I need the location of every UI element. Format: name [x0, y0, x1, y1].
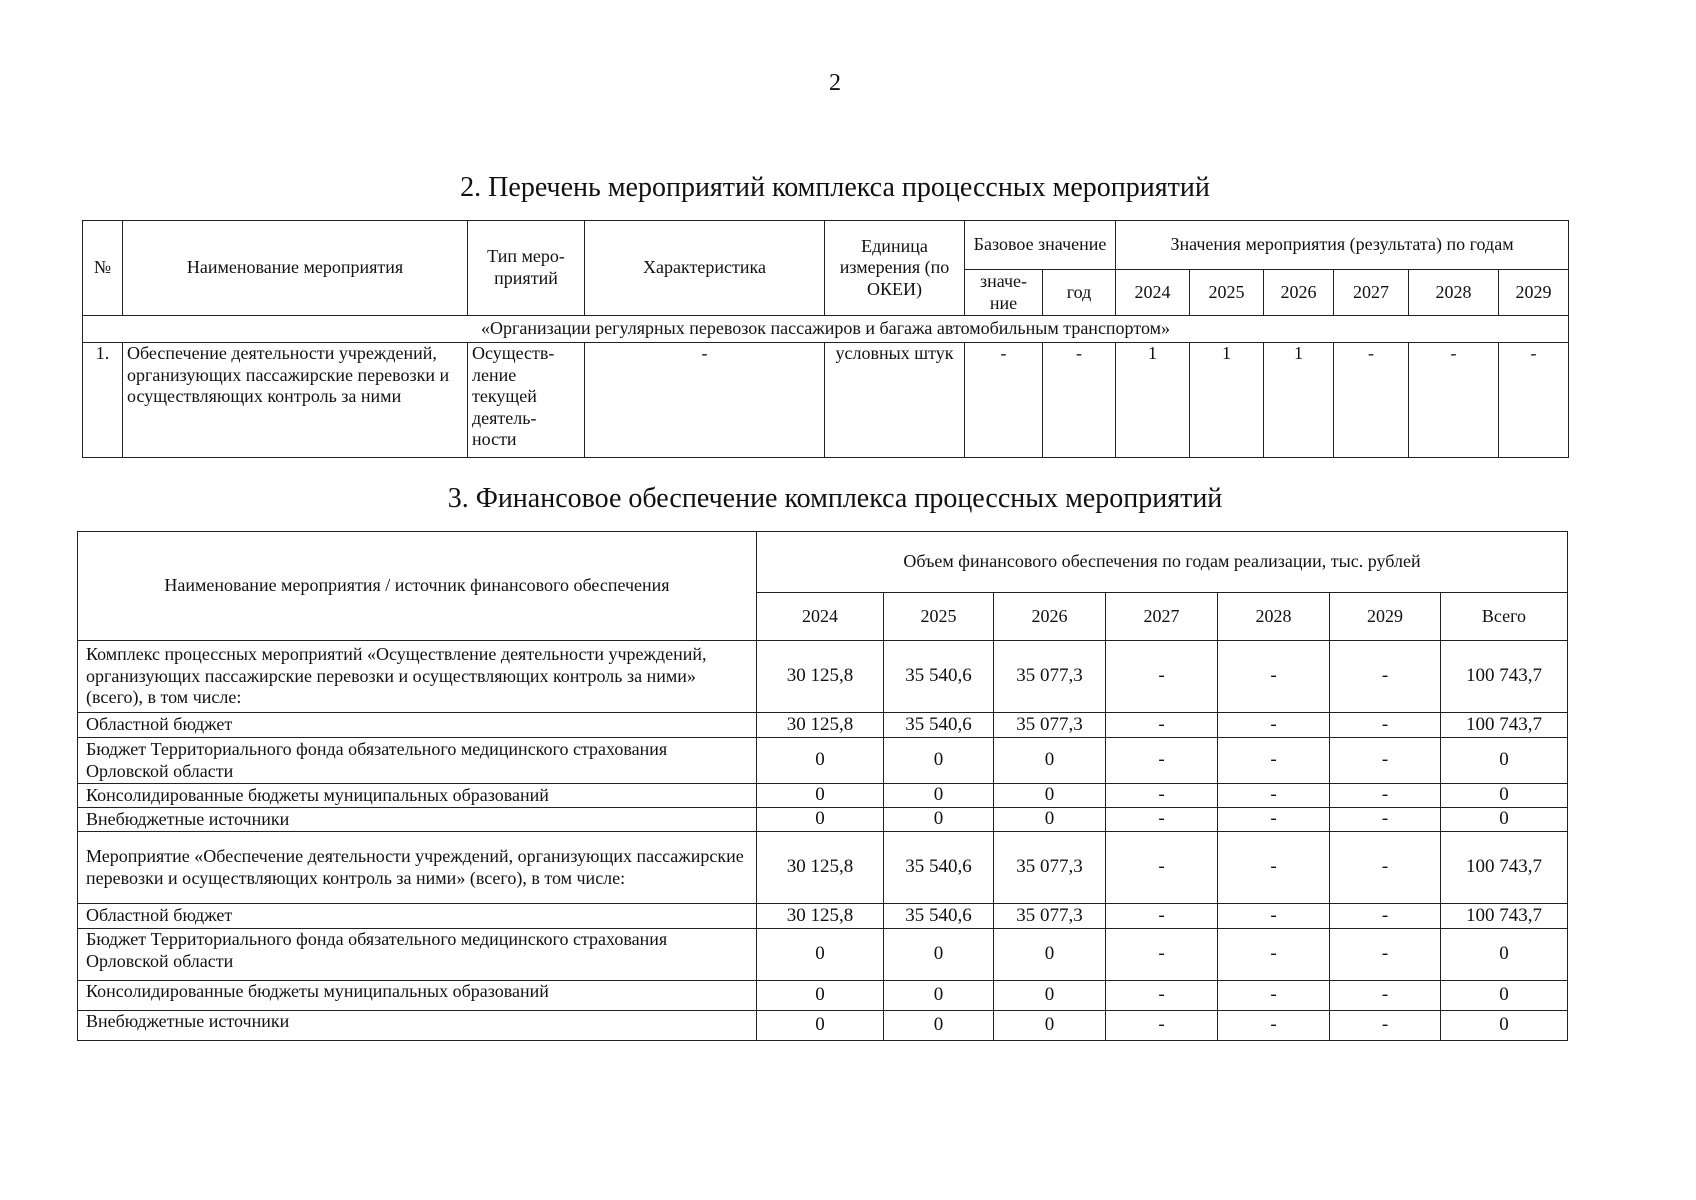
- col-header-name: Наименование мероприятия / источник финансового обеспечения: [78, 532, 757, 641]
- cell-year-value: 1: [1116, 343, 1190, 458]
- cell-year-value: -: [1330, 904, 1441, 929]
- cell-source-name: Бюджет Территориального фонда обязательного медицинского страхования Орловской области: [78, 738, 757, 784]
- cell-year-value: -: [1106, 832, 1218, 904]
- cell-total: 0: [1441, 784, 1568, 808]
- cell-total: 0: [1441, 981, 1568, 1011]
- cell-year-value: 0: [994, 784, 1106, 808]
- cell-year-value: -: [1218, 929, 1330, 981]
- cell-year-value: 0: [757, 1011, 884, 1041]
- cell-year-value: -: [1106, 981, 1218, 1011]
- cell-year-value: -: [1218, 738, 1330, 784]
- cell-year-value: 1: [1264, 343, 1334, 458]
- col-header-year: 2028: [1218, 593, 1330, 641]
- col-header-values-by-year: Значения мероприятия (результата) по годам: [1116, 221, 1569, 270]
- financing-table: [77, 531, 1568, 1041]
- table-row: [78, 738, 1568, 784]
- cell-year-value: 0: [884, 1011, 994, 1041]
- cell-base-value: -: [965, 343, 1043, 458]
- col-header-year: 2024: [1116, 270, 1190, 316]
- cell-year-value: -: [1106, 738, 1218, 784]
- cell-year-value: 0: [757, 784, 884, 808]
- financing-table-body: [78, 641, 1568, 1041]
- cell-year-value: 35 077,3: [994, 904, 1106, 929]
- cell-year-value: -: [1106, 929, 1218, 981]
- cell-year-value: -: [1334, 343, 1409, 458]
- cell-year-value: 35 077,3: [994, 641, 1106, 713]
- cell-source-name: Бюджет Территориального фонда обязательного медицинского страхования Орловской области: [78, 929, 757, 981]
- cell-year-value: 30 125,8: [757, 713, 884, 738]
- col-header-year: 2028: [1409, 270, 1499, 316]
- cell-source-name: Комплекс процессных мероприятий «Осуществление деятельности учреждений, организующих пассажирские перевозки и осуществляющих контроль за ними» (всего), в том числе:: [78, 641, 757, 713]
- table-row: [78, 929, 1568, 981]
- col-header-year: 2026: [994, 593, 1106, 641]
- cell-year-value: 30 125,8: [757, 832, 884, 904]
- cell-year-value: -: [1330, 1011, 1441, 1041]
- cell-total: 100 743,7: [1441, 713, 1568, 738]
- cell-year-value: 0: [884, 981, 994, 1011]
- cell-year-value: -: [1218, 981, 1330, 1011]
- cell-total: 0: [1441, 929, 1568, 981]
- col-header-name: Наименование мероприятия: [123, 221, 468, 316]
- cell-total: 100 743,7: [1441, 904, 1568, 929]
- col-header-base: Базовое значение: [965, 221, 1116, 270]
- activities-table: [82, 220, 1569, 458]
- col-header-base-value: значе-ние: [965, 270, 1043, 316]
- table-row: [78, 808, 1568, 832]
- cell-type: Осуществ-ление текущей деятель-ности: [468, 343, 585, 458]
- cell-year-value: 35 540,6: [884, 713, 994, 738]
- cell-year-value: 35 540,6: [884, 641, 994, 713]
- cell-year-value: 0: [757, 808, 884, 832]
- cell-total: 100 743,7: [1441, 641, 1568, 713]
- cell-year-value: -: [1330, 981, 1441, 1011]
- cell-year-value: -: [1330, 713, 1441, 738]
- col-header-characteristic: Характеристика: [585, 221, 825, 316]
- cell-source-name: Областной бюджет: [78, 713, 757, 738]
- cell-year-value: 0: [757, 929, 884, 981]
- cell-source-name: Консолидированные бюджеты муниципальных образований: [78, 981, 757, 1011]
- table-row: [78, 904, 1568, 929]
- cell-year-value: 35 540,6: [884, 904, 994, 929]
- table-row: [78, 832, 1568, 904]
- table-row: [78, 713, 1568, 738]
- col-header-unit: Единица измерения (по ОКЕИ): [825, 221, 965, 316]
- cell-year-value: 0: [884, 738, 994, 784]
- cell-source-name: Консолидированные бюджеты муниципальных образований: [78, 784, 757, 808]
- cell-base-year: -: [1043, 343, 1116, 458]
- table-row: [78, 981, 1568, 1011]
- cell-year-value: -: [1409, 343, 1499, 458]
- col-header-num: №: [83, 221, 123, 316]
- page-number: 2: [829, 70, 841, 96]
- section3-title: 3. Финансовое обеспечение комплекса процессных мероприятий: [447, 483, 1223, 514]
- cell-year-value: -: [1499, 343, 1569, 458]
- cell-year-value: -: [1330, 929, 1441, 981]
- cell-year-value: -: [1106, 641, 1218, 713]
- cell-year-value: -: [1218, 641, 1330, 713]
- cell-year-value: 35 540,6: [884, 832, 994, 904]
- cell-year-value: -: [1106, 713, 1218, 738]
- cell-year-value: 30 125,8: [757, 904, 884, 929]
- cell-year-value: -: [1330, 784, 1441, 808]
- cell-year-value: 0: [884, 784, 994, 808]
- cell-year-value: 30 125,8: [757, 641, 884, 713]
- cell-year-value: -: [1330, 738, 1441, 784]
- cell-num: 1.: [83, 343, 123, 458]
- cell-year-value: -: [1330, 808, 1441, 832]
- cell-year-value: -: [1218, 808, 1330, 832]
- group-title: «Организации регулярных перевозок пассажиров и багажа автомобильным транспортом»: [83, 316, 1569, 343]
- col-header-year: 2027: [1106, 593, 1218, 641]
- cell-total: 0: [1441, 808, 1568, 832]
- col-header-year: 2029: [1330, 593, 1441, 641]
- cell-source-name: Внебюджетные источники: [78, 808, 757, 832]
- table-row: [78, 641, 1568, 713]
- cell-year-value: 0: [994, 738, 1106, 784]
- col-header-year: 2027: [1334, 270, 1409, 316]
- cell-year-value: 0: [994, 808, 1106, 832]
- cell-year-value: -: [1218, 784, 1330, 808]
- col-header-type: Тип меро-приятий: [468, 221, 585, 316]
- cell-source-name: Областной бюджет: [78, 904, 757, 929]
- cell-year-value: -: [1218, 713, 1330, 738]
- table-row: [78, 1011, 1568, 1041]
- cell-total: 100 743,7: [1441, 832, 1568, 904]
- section2-title: 2. Перечень мероприятий комплекса процессных мероприятий: [460, 172, 1210, 203]
- col-header-total: Всего: [1441, 593, 1568, 641]
- cell-year-value: -: [1218, 832, 1330, 904]
- cell-year-value: -: [1218, 1011, 1330, 1041]
- cell-year-value: 0: [884, 929, 994, 981]
- col-header-year: 2029: [1499, 270, 1569, 316]
- cell-year-value: -: [1218, 904, 1330, 929]
- cell-year-value: -: [1106, 904, 1218, 929]
- cell-total: 0: [1441, 738, 1568, 784]
- table-row: [78, 784, 1568, 808]
- cell-year-value: 35 077,3: [994, 832, 1106, 904]
- cell-year-value: 0: [757, 738, 884, 784]
- cell-year-value: -: [1106, 1011, 1218, 1041]
- cell-year-value: 1: [1190, 343, 1264, 458]
- col-header-year: 2025: [1190, 270, 1264, 316]
- col-header-year: 2024: [757, 593, 884, 641]
- cell-unit: условных штук: [825, 343, 965, 458]
- cell-name: Обеспечение деятельности учреждений, организующих пассажирские перевозки и осуществляющих контроль за ними: [123, 343, 468, 458]
- cell-source-name: Внебюджетные источники: [78, 1011, 757, 1041]
- col-header-base-year: год: [1043, 270, 1116, 316]
- cell-characteristic: -: [585, 343, 825, 458]
- cell-total: 0: [1441, 1011, 1568, 1041]
- cell-year-value: -: [1330, 641, 1441, 713]
- cell-year-value: 0: [884, 808, 994, 832]
- col-header-volume: Объем финансового обеспечения по годам реализации, тыс. рублей: [757, 532, 1568, 593]
- cell-year-value: 0: [994, 981, 1106, 1011]
- cell-year-value: 0: [994, 1011, 1106, 1041]
- cell-year-value: -: [1330, 832, 1441, 904]
- cell-year-value: 0: [757, 981, 884, 1011]
- cell-year-value: 35 077,3: [994, 713, 1106, 738]
- cell-year-value: -: [1106, 808, 1218, 832]
- cell-year-value: 0: [994, 929, 1106, 981]
- col-header-year: 2026: [1264, 270, 1334, 316]
- cell-source-name: Мероприятие «Обеспечение деятельности учреждений, организующих пассажирские перевозки и осуществляющих контроль за ними» (всего), в том числе:: [78, 832, 757, 904]
- cell-year-value: -: [1106, 784, 1218, 808]
- table-row: [83, 343, 1569, 458]
- col-header-year: 2025: [884, 593, 994, 641]
